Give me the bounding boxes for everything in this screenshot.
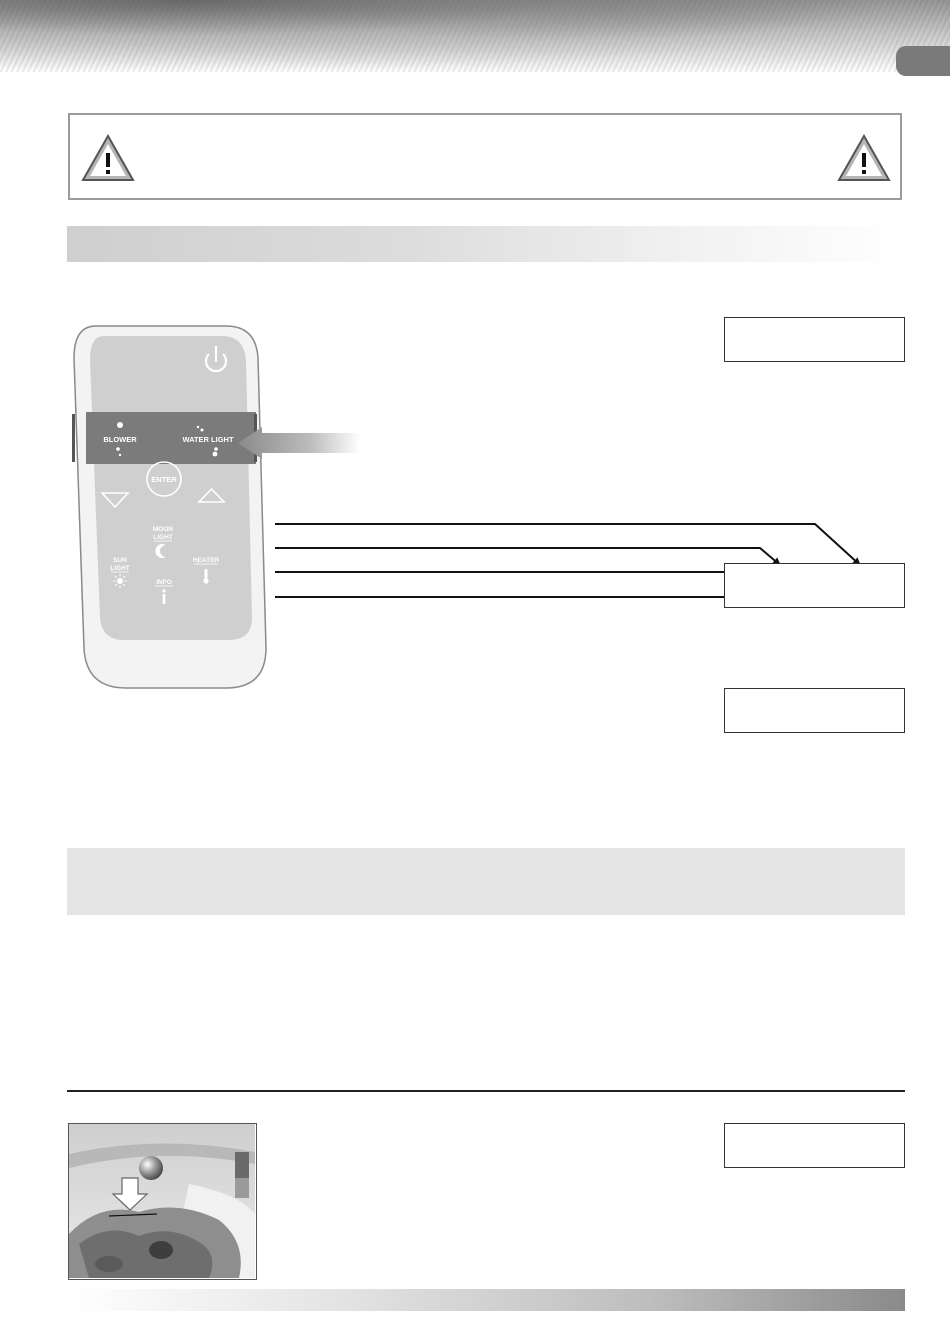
label-box bbox=[724, 317, 905, 362]
photo-illustration bbox=[69, 1124, 255, 1278]
info-button-label[interactable]: INFO bbox=[156, 579, 172, 586]
header-texture bbox=[0, 0, 950, 72]
blower-indicator bbox=[117, 422, 123, 428]
info-icon bbox=[162, 589, 165, 604]
page-tab bbox=[896, 46, 950, 76]
connector-line bbox=[275, 548, 780, 565]
sun-light-label-line1[interactable]: SUN bbox=[113, 557, 127, 564]
enter-button-label[interactable]: ENTER bbox=[151, 475, 177, 484]
sun-icon bbox=[113, 574, 127, 588]
heater-button-label[interactable]: HEATER bbox=[192, 557, 220, 564]
water-light-dot bbox=[214, 447, 218, 451]
photo-tub-detail bbox=[68, 1123, 257, 1280]
warning-box bbox=[68, 113, 902, 200]
info-panel bbox=[67, 848, 905, 915]
warning-triangle-icon bbox=[836, 133, 892, 183]
pointer-arrow bbox=[236, 424, 360, 462]
footer-band bbox=[67, 1289, 905, 1311]
water-light-button-label[interactable]: WATER LIGHT bbox=[182, 435, 234, 444]
section-divider bbox=[67, 1090, 905, 1092]
blower-dot bbox=[119, 454, 121, 456]
moon-light-label-line2[interactable]: LIGHT bbox=[153, 534, 173, 541]
blower-dot bbox=[116, 447, 120, 451]
sun-light-label-line2[interactable]: LIGHT bbox=[110, 565, 130, 572]
water-light-dot bbox=[201, 429, 204, 432]
blower-button-label[interactable]: BLOWER bbox=[103, 435, 137, 444]
label-box bbox=[724, 688, 905, 733]
remote-control bbox=[66, 318, 366, 698]
warning-triangle-icon bbox=[80, 133, 136, 183]
moon-light-label-line1[interactable]: MOON bbox=[152, 526, 174, 533]
label-box bbox=[724, 1123, 905, 1168]
section-heading-band bbox=[67, 226, 905, 262]
water-light-dot bbox=[197, 426, 199, 428]
water-light-dot bbox=[213, 452, 218, 457]
label-box bbox=[724, 563, 905, 608]
